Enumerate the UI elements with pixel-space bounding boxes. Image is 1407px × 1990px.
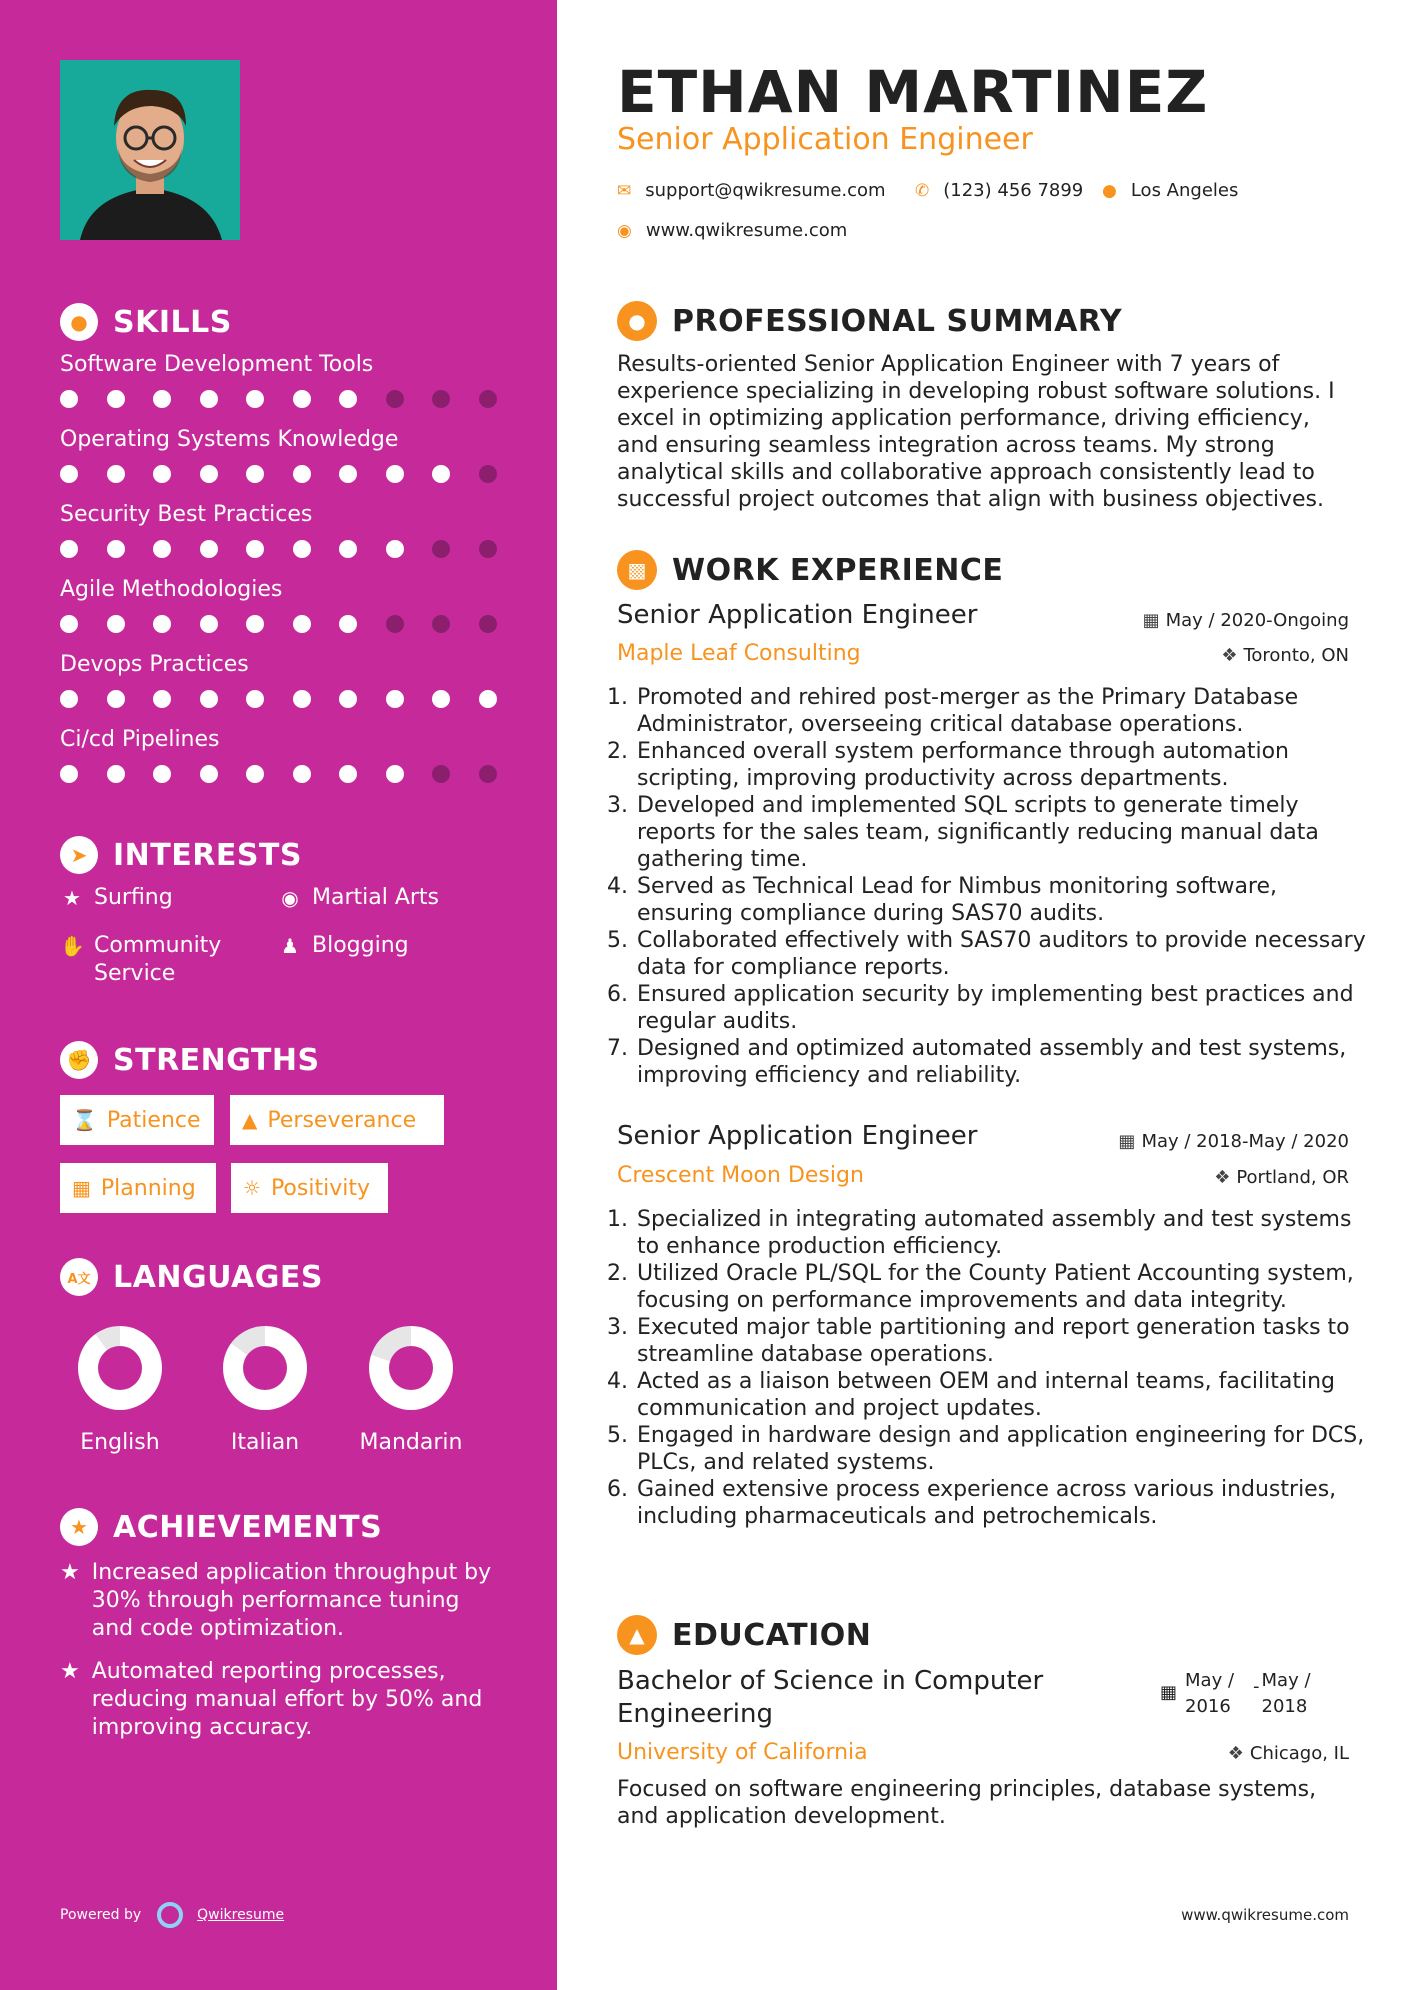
interest-item: ◉ Martial Arts (278, 884, 498, 912)
interest-item: ♟ Blogging (278, 932, 498, 960)
job-title: Senior Application Engineer (617, 1121, 978, 1151)
language-level-ring (78, 1326, 162, 1410)
skill-dot (200, 615, 218, 633)
summary-text: Results-oriented Senior Application Engineer with 7 years of experience specializing in developing robust software solutions. I excel in optimizing application performance, driving efficiency, and ensuring seamless integration across teams. My strong analytical skills and collaborative approach consistently lead to successful project outcomes that align with business objectives. (617, 352, 1335, 512)
users-icon: ♟ (281, 934, 299, 958)
job-title: Senior Application Engineer (617, 600, 978, 630)
strength-badge: ▦ Planning (60, 1163, 216, 1213)
job-bullets (617, 1206, 1377, 1530)
skill-dot (386, 615, 404, 633)
job-dates: ▦ May / 2018-May / 2020 (1118, 1131, 1349, 1152)
calendar-icon: ▦ (72, 1176, 91, 1200)
skill-dot (479, 690, 497, 708)
skill-dot (246, 465, 264, 483)
job-location: ❖ Portland, OR (1214, 1167, 1349, 1188)
skill-dot (432, 390, 450, 408)
skill-dot (293, 615, 311, 633)
map-pin-icon: ● (1102, 180, 1117, 201)
phone-icon: ✆ (915, 180, 930, 201)
job-bullet: 6. Gained extensive process experience across various industries, including pharmaceuticals and petrochemicals. (635, 1476, 1377, 1530)
job-bullet: 5. Engaged in hardware design and application engineering for DCS, PLCs, and related systems. (635, 1422, 1377, 1476)
skill-rating (60, 390, 525, 408)
skill-rating (60, 615, 525, 633)
shooting-star-icon: ★ (60, 1560, 80, 1585)
skill-dot (200, 540, 218, 558)
user-icon: ● (617, 301, 657, 341)
job-company: Crescent Moon Design (617, 1163, 864, 1188)
degree-title: Bachelor of Science in Computer Engineering (617, 1666, 1044, 1729)
road-icon: ▲ (242, 1108, 258, 1132)
skill-dot (107, 390, 125, 408)
skill-dot (60, 390, 78, 408)
language-item: Mandarin (351, 1326, 471, 1455)
lightbulb-icon: ● (60, 303, 98, 341)
skill-name: Software Development Tools (60, 352, 374, 377)
person-illustration (60, 60, 240, 240)
education-location: ❖ Chicago, IL (1227, 1743, 1349, 1764)
job-bullet: 4. Acted as a liaison between OEM and internal teams, facilitating communication and project updates. (635, 1368, 1377, 1422)
powered-by: Powered by Qwikresume (60, 1902, 284, 1928)
skill-dot (432, 765, 450, 783)
skill-dot (60, 690, 78, 708)
sidebar (0, 0, 557, 1990)
skill-dot (153, 465, 171, 483)
job-bullets (617, 684, 1377, 1089)
skill-dot (339, 390, 357, 408)
skill-rating (60, 765, 525, 783)
skill-dot (200, 690, 218, 708)
skill-dot (60, 765, 78, 783)
language-item: English (60, 1326, 180, 1455)
summary-heading: ● PROFESSIONAL SUMMARY (617, 301, 1122, 341)
calendar-icon: ▦ (1118, 1131, 1136, 1152)
skill-dot (339, 615, 357, 633)
candidate-title: Senior Application Engineer (617, 122, 1033, 157)
interests-heading: ➤ INTERESTS (60, 836, 302, 874)
job-bullet: 4. Served as Technical Lead for Nimbus monitoring software, ensuring compliance during SAS70 audits. (635, 873, 1377, 927)
language-level-ring (223, 1326, 307, 1410)
strength-badge: ⌛ Patience (60, 1095, 214, 1145)
skill-dot (107, 765, 125, 783)
contact-location: ● Los Angeles (1102, 180, 1239, 201)
skill-dot (153, 765, 171, 783)
job-bullet: 1. Specialized in integrating automated assembly and test systems to enhance production efficiency. (635, 1206, 1377, 1260)
skill-dot (153, 615, 171, 633)
skill-dot (246, 615, 264, 633)
skill-dot (293, 690, 311, 708)
skill-dot (432, 690, 450, 708)
candidate-name: ETHAN MARTINEZ (617, 58, 1209, 126)
skills-heading: ● SKILLS (60, 303, 232, 341)
pin-icon: ❖ (1214, 1167, 1231, 1188)
interest-item: ✋ Community Service (60, 933, 222, 986)
contact-website[interactable]: ◉ www.qwikresume.com (617, 220, 848, 241)
skill-dot (432, 540, 450, 558)
pin-icon: ❖ (1227, 1743, 1244, 1764)
hand-icon: ✋ (60, 934, 85, 958)
school-name: University of California (617, 1740, 868, 1765)
skill-name: Devops Practices (60, 652, 249, 677)
job-bullet: 6. Ensured application security by implementing best practices and regular audits. (635, 981, 1377, 1035)
skill-dot (246, 390, 264, 408)
skill-dot (386, 765, 404, 783)
award-icon: ★ (60, 1508, 98, 1546)
skill-rating (60, 540, 525, 558)
skill-dot (293, 465, 311, 483)
skill-dot (479, 465, 497, 483)
interest-item: ★ Surfing (60, 884, 260, 912)
job-bullet: 2. Utilized Oracle PL/SQL for the County Patient Accounting system, focusing on performance improvements and data integrity. (635, 1260, 1377, 1314)
skill-dot (107, 615, 125, 633)
job-bullet: 1. Promoted and rehired post-merger as the Primary Database Administrator, overseeing critical database operations. (635, 684, 1377, 738)
strength-badge: ▲ Perseverance (230, 1095, 444, 1145)
skill-rating (60, 465, 525, 483)
job-company: Maple Leaf Consulting (617, 641, 861, 666)
skill-dot (246, 540, 264, 558)
fist-icon: ✊ (60, 1041, 98, 1079)
education-heading: ▲ EDUCATION (617, 1615, 871, 1655)
contact-phone: ✆ (123) 456 7899 (915, 180, 1084, 201)
calendar-icon: ▦ (1160, 1682, 1178, 1703)
skill-dot (432, 465, 450, 483)
skill-dot (200, 390, 218, 408)
paper-plane-icon: ➤ (60, 836, 98, 874)
skill-dot (339, 540, 357, 558)
skill-dot (200, 765, 218, 783)
job-bullet: 7. Designed and optimized automated assembly and test systems, improving efficiency and reliability. (635, 1035, 1377, 1089)
globe-icon: ◉ (281, 886, 299, 910)
skill-dot (60, 540, 78, 558)
skill-dot (479, 390, 497, 408)
skill-dot (60, 465, 78, 483)
education-description: Focused on software engineering principles, database systems, and application development. (617, 1777, 1317, 1829)
skill-dot (479, 615, 497, 633)
contact-email[interactable]: ✉ support@qwikresume.com (617, 180, 886, 201)
language-item: Italian (205, 1326, 325, 1455)
job-location: ❖ Toronto, ON (1221, 645, 1349, 666)
skill-dot (200, 465, 218, 483)
skill-name: Agile Methodologies (60, 577, 283, 602)
qwikresume-logo-icon (157, 1902, 183, 1928)
languages-heading: A文 LANGUAGES (60, 1258, 323, 1296)
skill-dot (339, 765, 357, 783)
shooting-star-icon: ★ (60, 1659, 80, 1684)
job-bullet: 3. Developed and implemented SQL scripts to generate timely reports for the sales team, significantly reducing manual data gathering time. (635, 792, 1377, 873)
skill-dot (246, 690, 264, 708)
envelope-icon: ✉ (617, 180, 632, 201)
job-bullet: 5. Collaborated effectively with SAS70 auditors to provide necessary data for compliance reports. (635, 927, 1377, 981)
skill-dot (479, 540, 497, 558)
skill-dot (339, 690, 357, 708)
main-content (557, 0, 1407, 1990)
language-level-ring (369, 1326, 453, 1410)
translate-icon: A文 (60, 1258, 98, 1296)
star-icon: ★ (63, 886, 81, 910)
skill-dot (107, 540, 125, 558)
calendar-icon: ▦ (1142, 610, 1160, 631)
skill-name: Ci/cd Pipelines (60, 727, 220, 752)
skill-dot (432, 615, 450, 633)
footer-website[interactable]: www.qwikresume.com (1181, 1906, 1349, 1924)
sun-icon: ☼ (243, 1176, 261, 1200)
strength-badge: ☼ Positivity (231, 1163, 388, 1213)
skill-dot (293, 390, 311, 408)
strengths-heading: ✊ STRENGTHS (60, 1041, 320, 1079)
graduation-cap-icon: ▲ (617, 1615, 657, 1655)
skill-name: Security Best Practices (60, 502, 313, 527)
achievements-heading: ★ ACHIEVEMENTS (60, 1508, 382, 1546)
job-dates: ▦ May / 2020-Ongoing (1142, 610, 1349, 631)
skill-dot (479, 765, 497, 783)
skill-dot (293, 765, 311, 783)
skill-dot (153, 690, 171, 708)
skill-name: Operating Systems Knowledge (60, 427, 399, 452)
skill-dot (386, 690, 404, 708)
skill-dot (339, 465, 357, 483)
job-bullet: 3. Executed major table partitioning and report generation tasks to streamline database operations. (635, 1314, 1377, 1368)
education-dates: ▦ May / 2016 - May / 2018 (1160, 1668, 1318, 1720)
skill-rating (60, 690, 525, 708)
skill-dot (386, 465, 404, 483)
globe-icon: ◉ (617, 220, 632, 241)
skill-dot (386, 540, 404, 558)
skill-dot (386, 390, 404, 408)
skill-dot (60, 615, 78, 633)
skill-dot (153, 390, 171, 408)
achievement-item: ★ Automated reporting processes, reducing manual effort by 50% and improving accuracy. (60, 1659, 483, 1740)
skill-dot (293, 540, 311, 558)
skill-dot (246, 765, 264, 783)
job-bullet: 2. Enhanced overall system performance through automation scripting, improving productivity across departments. (635, 738, 1377, 792)
briefcase-icon: ▩ (617, 550, 657, 590)
hourglass-icon: ⌛ (72, 1108, 97, 1132)
experience-heading: ▩ WORK EXPERIENCE (617, 550, 1003, 590)
skill-dot (107, 690, 125, 708)
qwikresume-link[interactable]: Qwikresume (197, 1907, 285, 1923)
pin-icon: ❖ (1221, 645, 1238, 666)
profile-photo (60, 60, 240, 240)
achievement-item: ★ Increased application throughput by 30% through performance tuning and code optimization. (60, 1560, 492, 1641)
skill-dot (107, 465, 125, 483)
skill-dot (153, 540, 171, 558)
